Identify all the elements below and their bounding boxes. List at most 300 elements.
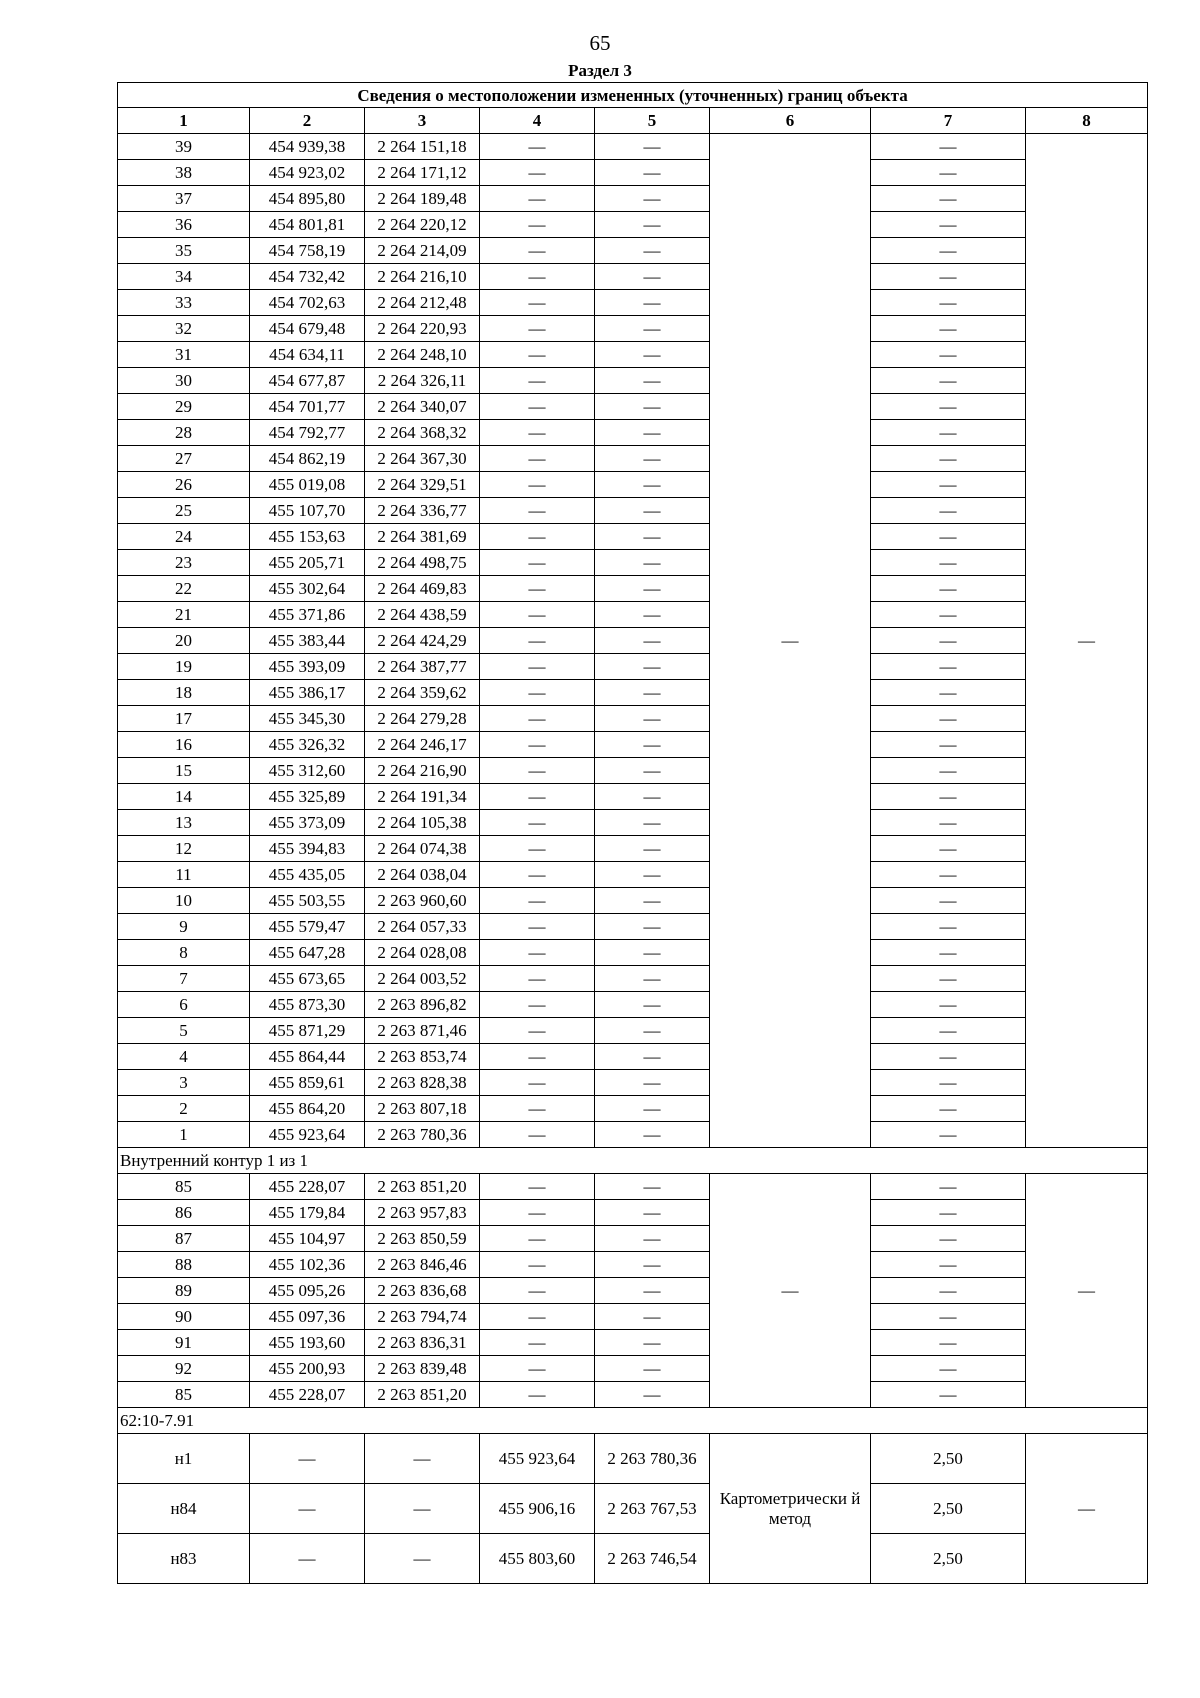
- coordinate-y: 2 263 850,59: [365, 1226, 480, 1252]
- table-row: [118, 628, 1148, 654]
- accuracy: —: [871, 160, 1026, 186]
- point-number: 85: [118, 1174, 250, 1200]
- table-row: [118, 186, 1148, 212]
- new-coordinate-y: —: [595, 316, 710, 342]
- accuracy: —: [871, 1304, 1026, 1330]
- table-row: [118, 446, 1148, 472]
- accuracy: —: [871, 784, 1026, 810]
- accuracy: —: [871, 862, 1026, 888]
- table-row: [118, 1356, 1148, 1382]
- new-coordinate-x: —: [480, 160, 595, 186]
- accuracy: —: [871, 758, 1026, 784]
- coordinate-x: 455 393,09: [250, 654, 365, 680]
- new-coordinate-x: —: [480, 680, 595, 706]
- new-coordinate-x: —: [480, 810, 595, 836]
- new-coordinate-x: —: [480, 1330, 595, 1356]
- point-number: 30: [118, 368, 250, 394]
- table-row: [118, 264, 1148, 290]
- coordinate-x: —: [250, 1434, 365, 1484]
- new-coordinate-x: —: [480, 1096, 595, 1122]
- column-header: 2: [250, 108, 365, 134]
- new-coordinate-y: —: [595, 212, 710, 238]
- point-number: н84: [118, 1484, 250, 1534]
- new-coordinate-x: —: [480, 316, 595, 342]
- new-coordinate-y: —: [595, 1096, 710, 1122]
- table-row: [118, 940, 1148, 966]
- coordinate-y: 2 264 171,12: [365, 160, 480, 186]
- coordinate-x: 455 864,44: [250, 1044, 365, 1070]
- accuracy: —: [871, 706, 1026, 732]
- new-coordinate-y: —: [595, 472, 710, 498]
- table-row: [118, 1200, 1148, 1226]
- new-coordinate-y: —: [595, 420, 710, 446]
- column-header: 4: [480, 108, 595, 134]
- description-cell: —: [1026, 134, 1148, 1148]
- table-row: [118, 160, 1148, 186]
- new-coordinate-y: —: [595, 1122, 710, 1148]
- table-row: [118, 706, 1148, 732]
- new-coordinate-y: —: [595, 810, 710, 836]
- table-row: [118, 550, 1148, 576]
- new-coordinate-y: —: [595, 758, 710, 784]
- new-coordinate-x: —: [480, 784, 595, 810]
- coordinate-y: 2 264 340,07: [365, 394, 480, 420]
- new-coordinate-x: 455 923,64: [480, 1434, 595, 1484]
- new-coordinate-y: —: [595, 1174, 710, 1200]
- coordinate-x: 454 702,63: [250, 290, 365, 316]
- table-row: [118, 212, 1148, 238]
- accuracy: —: [871, 316, 1026, 342]
- point-number: 8: [118, 940, 250, 966]
- coordinate-x: 455 371,86: [250, 602, 365, 628]
- new-coordinate-y: 2 263 767,53: [595, 1484, 710, 1534]
- page-number: 65: [589, 31, 611, 55]
- table-row: [118, 316, 1148, 342]
- point-number: 19: [118, 654, 250, 680]
- new-coordinate-y: —: [595, 1304, 710, 1330]
- point-number: 1: [118, 1122, 250, 1148]
- new-coordinate-x: —: [480, 420, 595, 446]
- point-number: 15: [118, 758, 250, 784]
- accuracy: —: [871, 1356, 1026, 1382]
- point-number: 38: [118, 160, 250, 186]
- coordinate-y: 2 264 074,38: [365, 836, 480, 862]
- description-cell: —: [1026, 1174, 1148, 1408]
- new-coordinate-y: —: [595, 1382, 710, 1408]
- new-coordinate-x: —: [480, 1304, 595, 1330]
- new-coordinate-x: —: [480, 706, 595, 732]
- parcel-number-label: 62:10-7.91: [118, 1408, 1148, 1434]
- point-number: 86: [118, 1200, 250, 1226]
- coordinate-x: 454 701,77: [250, 394, 365, 420]
- point-number: 5: [118, 1018, 250, 1044]
- table-row: [118, 836, 1148, 862]
- coordinate-x: 455 193,60: [250, 1330, 365, 1356]
- coordinate-y: 2 263 807,18: [365, 1096, 480, 1122]
- accuracy: —: [871, 810, 1026, 836]
- table-row: [118, 1018, 1148, 1044]
- coordinate-y: 2 264 151,18: [365, 134, 480, 160]
- new-coordinate-x: 455 906,16: [480, 1484, 595, 1534]
- accuracy: —: [871, 134, 1026, 160]
- table-row: [118, 1278, 1148, 1304]
- inner-contour-label-row: [118, 1148, 1148, 1174]
- new-coordinate-y: —: [595, 368, 710, 394]
- coordinate-y: 2 264 038,04: [365, 862, 480, 888]
- coordinate-x: 455 864,20: [250, 1096, 365, 1122]
- new-coordinate-y: —: [595, 992, 710, 1018]
- coordinate-x: 454 679,48: [250, 316, 365, 342]
- table-row: [118, 1122, 1148, 1148]
- coordinate-y: 2 264 279,28: [365, 706, 480, 732]
- coordinate-y: 2 264 469,83: [365, 576, 480, 602]
- point-number: 17: [118, 706, 250, 732]
- new-coordinate-y: —: [595, 680, 710, 706]
- point-number: 16: [118, 732, 250, 758]
- new-coordinate-y: —: [595, 160, 710, 186]
- new-coordinate-x: —: [480, 888, 595, 914]
- table-row: [118, 498, 1148, 524]
- coordinate-x: 455 673,65: [250, 966, 365, 992]
- new-coordinate-y: —: [595, 1070, 710, 1096]
- point-number: 22: [118, 576, 250, 602]
- coordinate-x: 455 579,47: [250, 914, 365, 940]
- new-coordinate-y: —: [595, 550, 710, 576]
- point-number: 9: [118, 914, 250, 940]
- coordinate-y: 2 263 794,74: [365, 1304, 480, 1330]
- new-coordinate-y: —: [595, 732, 710, 758]
- coordinate-x: 454 862,19: [250, 446, 365, 472]
- new-coordinate-y: —: [595, 134, 710, 160]
- coordinate-x: 455 435,05: [250, 862, 365, 888]
- coordinate-x: 455 383,44: [250, 628, 365, 654]
- accuracy: —: [871, 992, 1026, 1018]
- coordinate-x: 455 302,64: [250, 576, 365, 602]
- coordinate-y: 2 264 359,62: [365, 680, 480, 706]
- coordinate-y: 2 264 424,29: [365, 628, 480, 654]
- coordinate-y: 2 263 846,46: [365, 1252, 480, 1278]
- accuracy: —: [871, 914, 1026, 940]
- point-number: н83: [118, 1534, 250, 1584]
- new-coordinate-x: —: [480, 524, 595, 550]
- table-row: [118, 342, 1148, 368]
- accuracy: —: [871, 524, 1026, 550]
- point-number: 37: [118, 186, 250, 212]
- accuracy: —: [871, 888, 1026, 914]
- table-row: [118, 602, 1148, 628]
- coordinate-y: 2 264 191,34: [365, 784, 480, 810]
- point-number: 36: [118, 212, 250, 238]
- new-coordinate-x: —: [480, 1122, 595, 1148]
- new-coordinate-y: —: [595, 498, 710, 524]
- coordinate-y: 2 263 851,20: [365, 1382, 480, 1408]
- coordinate-y: 2 264 220,93: [365, 316, 480, 342]
- new-coordinate-x: —: [480, 472, 595, 498]
- point-number: 18: [118, 680, 250, 706]
- table-row: [118, 394, 1148, 420]
- coordinate-y: 2 263 828,38: [365, 1070, 480, 1096]
- new-coordinate-x: —: [480, 342, 595, 368]
- accuracy: —: [871, 628, 1026, 654]
- point-number: 13: [118, 810, 250, 836]
- coordinate-y: 2 264 381,69: [365, 524, 480, 550]
- method-cell: —: [710, 1174, 871, 1408]
- coordinate-y: 2 263 957,83: [365, 1200, 480, 1226]
- coordinate-y: 2 263 780,36: [365, 1122, 480, 1148]
- column-header: 8: [1026, 108, 1148, 134]
- table-row: [118, 732, 1148, 758]
- point-number: 20: [118, 628, 250, 654]
- coordinate-y: —: [365, 1434, 480, 1484]
- column-header: 3: [365, 108, 480, 134]
- new-coordinate-y: —: [595, 1356, 710, 1382]
- coordinate-x: 455 107,70: [250, 498, 365, 524]
- coordinate-x: 454 634,11: [250, 342, 365, 368]
- accuracy: —: [871, 1018, 1026, 1044]
- new-coordinate-y: —: [595, 862, 710, 888]
- point-number: 4: [118, 1044, 250, 1070]
- new-coordinate-y: —: [595, 1200, 710, 1226]
- new-coordinate-y: —: [595, 940, 710, 966]
- accuracy: —: [871, 1252, 1026, 1278]
- method-cell: —: [710, 134, 871, 1148]
- table-row: [118, 1304, 1148, 1330]
- new-coordinate-x: —: [480, 264, 595, 290]
- coordinate-x: 454 923,02: [250, 160, 365, 186]
- accuracy: —: [871, 1382, 1026, 1408]
- table-row: [118, 238, 1148, 264]
- new-coordinate-x: —: [480, 446, 595, 472]
- coordinate-x: 455 153,63: [250, 524, 365, 550]
- table-row: [118, 420, 1148, 446]
- new-coordinate-y: —: [595, 1252, 710, 1278]
- boundary-coordinates-table: [117, 82, 1148, 1584]
- table-row: [118, 862, 1148, 888]
- new-coordinate-x: —: [480, 498, 595, 524]
- table-title: Сведения о местоположении измененных (уточненных) границ объекта: [118, 83, 1148, 108]
- accuracy: —: [871, 1226, 1026, 1252]
- new-coordinate-x: —: [480, 550, 595, 576]
- table-row: [118, 654, 1148, 680]
- new-coordinate-y: —: [595, 342, 710, 368]
- point-number: 2: [118, 1096, 250, 1122]
- coordinate-x: 455 873,30: [250, 992, 365, 1018]
- point-number: 35: [118, 238, 250, 264]
- description-cell: —: [1026, 1434, 1148, 1584]
- accuracy: —: [871, 238, 1026, 264]
- coordinate-x: —: [250, 1534, 365, 1584]
- accuracy: —: [871, 394, 1026, 420]
- coordinate-x: 455 647,28: [250, 940, 365, 966]
- point-number: 91: [118, 1330, 250, 1356]
- point-number: 85: [118, 1382, 250, 1408]
- new-coordinate-x: —: [480, 992, 595, 1018]
- coordinate-x: 455 325,89: [250, 784, 365, 810]
- new-coordinate-x: —: [480, 914, 595, 940]
- accuracy: —: [871, 966, 1026, 992]
- table-row: [118, 1534, 1148, 1584]
- coordinate-y: 2 264 216,90: [365, 758, 480, 784]
- new-coordinate-y: —: [595, 1330, 710, 1356]
- new-coordinate-x: —: [480, 394, 595, 420]
- point-number: 7: [118, 966, 250, 992]
- new-coordinate-y: —: [595, 186, 710, 212]
- coordinate-y: 2 264 368,32: [365, 420, 480, 446]
- coordinate-y: —: [365, 1534, 480, 1584]
- coordinate-y: 2 264 189,48: [365, 186, 480, 212]
- coordinate-y: 2 263 836,68: [365, 1278, 480, 1304]
- new-coordinate-y: —: [595, 1044, 710, 1070]
- accuracy: —: [871, 368, 1026, 394]
- coordinate-x: 455 104,97: [250, 1226, 365, 1252]
- accuracy: —: [871, 1174, 1026, 1200]
- coordinate-y: 2 264 028,08: [365, 940, 480, 966]
- coordinate-x: 455 373,09: [250, 810, 365, 836]
- table-row: [118, 472, 1148, 498]
- new-coordinate-x: —: [480, 1252, 595, 1278]
- table-row: [118, 1252, 1148, 1278]
- column-header: 5: [595, 108, 710, 134]
- point-number: 28: [118, 420, 250, 446]
- new-coordinate-y: —: [595, 264, 710, 290]
- table-row: [118, 1044, 1148, 1070]
- new-coordinate-x: —: [480, 654, 595, 680]
- coordinate-x: 455 312,60: [250, 758, 365, 784]
- coordinate-x: 455 394,83: [250, 836, 365, 862]
- accuracy: —: [871, 498, 1026, 524]
- table-row: [118, 1070, 1148, 1096]
- accuracy: —: [871, 1096, 1026, 1122]
- new-coordinate-x: —: [480, 290, 595, 316]
- new-coordinate-x: —: [480, 966, 595, 992]
- new-coordinate-x: —: [480, 1174, 595, 1200]
- accuracy: —: [871, 940, 1026, 966]
- accuracy: —: [871, 602, 1026, 628]
- coordinate-y: 2 263 960,60: [365, 888, 480, 914]
- point-number: 21: [118, 602, 250, 628]
- new-coordinate-x: —: [480, 862, 595, 888]
- accuracy: —: [871, 576, 1026, 602]
- coordinate-x: 455 200,93: [250, 1356, 365, 1382]
- new-coordinate-x: —: [480, 1278, 595, 1304]
- table-row: [118, 888, 1148, 914]
- column-header: 1: [118, 108, 250, 134]
- point-number: 3: [118, 1070, 250, 1096]
- accuracy: —: [871, 1200, 1026, 1226]
- accuracy: —: [871, 1330, 1026, 1356]
- coordinate-y: 2 264 367,30: [365, 446, 480, 472]
- coordinate-y: 2 264 220,12: [365, 212, 480, 238]
- inner-contour-label: Внутренний контур 1 из 1: [118, 1148, 1148, 1174]
- new-coordinate-x: —: [480, 186, 595, 212]
- new-coordinate-y: —: [595, 654, 710, 680]
- new-coordinate-x: —: [480, 940, 595, 966]
- accuracy: —: [871, 654, 1026, 680]
- coordinate-x: 455 859,61: [250, 1070, 365, 1096]
- coordinate-y: 2 264 498,75: [365, 550, 480, 576]
- accuracy: —: [871, 420, 1026, 446]
- accuracy: —: [871, 836, 1026, 862]
- new-coordinate-x: —: [480, 1018, 595, 1044]
- new-coordinate-y: 2 263 746,54: [595, 1534, 710, 1584]
- coordinate-x: 455 386,17: [250, 680, 365, 706]
- coordinate-x: 455 503,55: [250, 888, 365, 914]
- new-coordinate-x: —: [480, 1070, 595, 1096]
- accuracy: —: [871, 186, 1026, 212]
- table-row: [118, 1330, 1148, 1356]
- point-number: 31: [118, 342, 250, 368]
- coordinate-x: 454 801,81: [250, 212, 365, 238]
- new-coordinate-y: —: [595, 966, 710, 992]
- point-number: 87: [118, 1226, 250, 1252]
- table-row: [118, 1226, 1148, 1252]
- new-coordinate-y: —: [595, 238, 710, 264]
- new-coordinate-y: —: [595, 290, 710, 316]
- coordinate-x: —: [250, 1484, 365, 1534]
- coordinate-y: 2 264 387,77: [365, 654, 480, 680]
- table-row: [118, 576, 1148, 602]
- new-coordinate-y: —: [595, 394, 710, 420]
- point-number: 25: [118, 498, 250, 524]
- table-header-row: [118, 108, 1148, 134]
- accuracy: 2,50: [871, 1484, 1026, 1534]
- new-coordinate-y: —: [595, 576, 710, 602]
- new-coordinate-y: —: [595, 524, 710, 550]
- coordinate-y: 2 263 896,82: [365, 992, 480, 1018]
- accuracy: —: [871, 1122, 1026, 1148]
- parcel-label-row: [118, 1408, 1148, 1434]
- column-header: 6: [710, 108, 871, 134]
- new-coordinate-x: —: [480, 732, 595, 758]
- table-row: [118, 992, 1148, 1018]
- coordinate-x: 455 102,36: [250, 1252, 365, 1278]
- point-number: 88: [118, 1252, 250, 1278]
- coordinate-x: 455 097,36: [250, 1304, 365, 1330]
- accuracy: —: [871, 680, 1026, 706]
- point-number: 34: [118, 264, 250, 290]
- coordinate-y: 2 264 105,38: [365, 810, 480, 836]
- coordinate-x: 454 758,19: [250, 238, 365, 264]
- point-number: 14: [118, 784, 250, 810]
- new-coordinate-x: —: [480, 836, 595, 862]
- new-coordinate-x: —: [480, 1356, 595, 1382]
- coordinate-y: 2 263 871,46: [365, 1018, 480, 1044]
- accuracy: —: [871, 732, 1026, 758]
- new-coordinate-y: —: [595, 888, 710, 914]
- coordinate-y: 2 263 839,48: [365, 1356, 480, 1382]
- coordinate-y: 2 263 853,74: [365, 1044, 480, 1070]
- table-row: [118, 1484, 1148, 1534]
- coordinate-x: 455 228,07: [250, 1174, 365, 1200]
- point-number: 6: [118, 992, 250, 1018]
- accuracy: —: [871, 550, 1026, 576]
- coordinate-x: 454 792,77: [250, 420, 365, 446]
- point-number: 33: [118, 290, 250, 316]
- coordinate-y: 2 264 326,11: [365, 368, 480, 394]
- new-coordinate-x: —: [480, 134, 595, 160]
- table-row: [118, 524, 1148, 550]
- table-row: [118, 1174, 1148, 1200]
- new-coordinate-y: —: [595, 1018, 710, 1044]
- point-number: 92: [118, 1356, 250, 1382]
- coordinate-y: 2 264 248,10: [365, 342, 480, 368]
- point-number: н1: [118, 1434, 250, 1484]
- coordinate-x: 455 923,64: [250, 1122, 365, 1148]
- point-number: 29: [118, 394, 250, 420]
- new-coordinate-y: —: [595, 1278, 710, 1304]
- new-coordinate-x: —: [480, 758, 595, 784]
- table-title-row: [118, 83, 1148, 108]
